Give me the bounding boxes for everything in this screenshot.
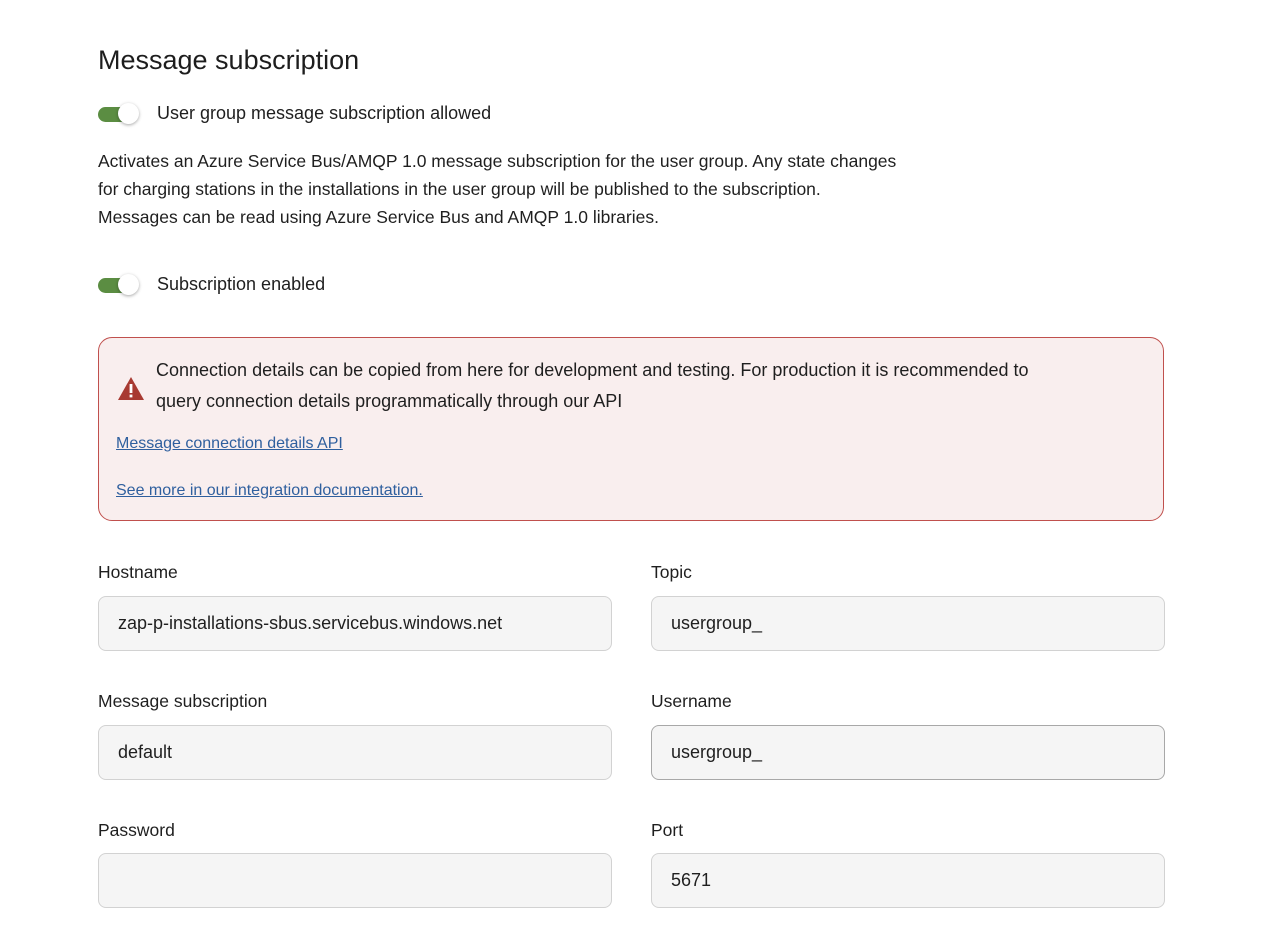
port-field[interactable] [651, 853, 1165, 908]
connection-details-alert [98, 337, 1164, 521]
subscription-allowed-toggle[interactable] [98, 101, 140, 125]
subscription-allowed-row [98, 100, 491, 126]
message-subscription-label: Message subscription [98, 691, 268, 711]
subscription-description: Activates an Azure Service Bus/AMQP 1.0 message subscription for the user group. Any state changes for charging stations in the installations in the user group will be published to the subscription. Messages can be read using Azure Service Bus and AMQP 1.0 libraries. [98, 151, 897, 227]
topic-label: Topic [651, 562, 692, 582]
message-subscription-field[interactable] [98, 725, 612, 780]
port-label: Port [651, 820, 684, 840]
password-label: Password [98, 820, 175, 840]
alert-message: Connection details can be copied from here for development and testing. For production it is recommended to query connection details programmatically through our API [156, 360, 1029, 411]
subscription-enabled-label: Subscription enabled [157, 273, 326, 294]
topic-field[interactable] [651, 596, 1165, 651]
subscription-enabled-toggle[interactable] [98, 272, 140, 296]
username-label: Username [651, 691, 732, 711]
password-field[interactable] [98, 853, 612, 908]
toggle-knob [118, 274, 139, 295]
integration-documentation-link[interactable]: See more in our integration documentation. [116, 482, 423, 499]
warning-icon [117, 376, 145, 402]
subscription-enabled-row [98, 271, 325, 297]
username-field[interactable] [651, 725, 1165, 780]
subscription-allowed-label: User group message subscription allowed [157, 102, 492, 123]
hostname-label: Hostname [98, 562, 178, 582]
connection-details-api-link[interactable]: Message connection details API [116, 435, 343, 452]
hostname-field[interactable] [98, 596, 612, 651]
section-title: Message subscription [98, 45, 360, 75]
toggle-knob [118, 103, 139, 124]
